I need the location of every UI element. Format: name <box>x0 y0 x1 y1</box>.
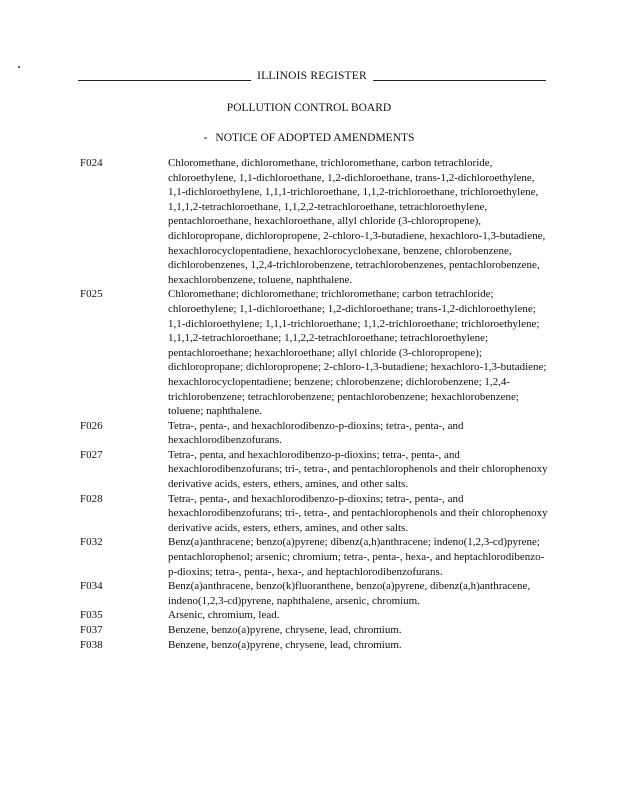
table-row <box>80 156 550 287</box>
constituent-list: Tetra-, penta-, and hexachlorodibenzo-p-dioxins; tetra-, penta-, and hexachlorodibenzofurans. <box>168 419 464 447</box>
register-header <box>78 70 546 82</box>
table-row <box>80 623 550 638</box>
constituent-list: Benz(a)anthracene; benzo(a)pyrene; dibenz(a,h)anthracene; indeno(1,2,3-cd)pyrene; pentachlorophenol; arsenic; chromium; tetra-, penta-, hexa-, and heptachlorodibenzo-p-dioxins; tetra-, penta-, hexa-, and heptachlorodibenzofurans. <box>168 536 545 578</box>
waste-code: F027 <box>80 448 103 461</box>
constituent-list: Benz(a)anthracene, benzo(k)fluoranthene, benzo(a)pyrene, dibenz(a,h)anthracene, indeno(1,2,3-cd)pyrene, naphthalene, arsenic, chromium. <box>168 580 531 607</box>
table-row <box>80 535 550 579</box>
waste-code: F025 <box>80 288 103 301</box>
constituent-list: Tetra-, penta, and hexachlorodibenzo-p-dioxins; tetra-, penta-, and hexachlorodibenzofurans; tri-, tetra-, and pentachlorophenols and their chlorophenoxy derivative acids, esters, ethers, amines, and other salts. <box>168 448 548 491</box>
waste-code: F024 <box>80 157 103 169</box>
table-row <box>80 492 550 536</box>
waste-code: F028 <box>80 492 103 505</box>
notice-text: NOTICE OF ADOPTED AMENDMENTS <box>215 132 415 144</box>
table-row <box>80 638 550 653</box>
table-row <box>80 448 550 492</box>
waste-code-table <box>80 156 550 652</box>
table-row <box>80 287 550 418</box>
table-row <box>80 579 550 608</box>
waste-code: F032 <box>80 536 103 549</box>
constituent-list: Arsenic, chromium, lead. <box>168 609 280 622</box>
board-title: POLLUTION CONTROL BOARD <box>226 102 392 114</box>
constituent-list: Chloromethane, dichloromethane, trichloromethane, carbon tetrachloride, chloroethylene, 1,1-dichloroethane, 1,2-dichloroethane, trans-1,2-dichloroethylene, 1,1-dichloroethylene, 1,1,1-trichloroethane, 1,1,2-trichloroethane, trichloroethylene, 1,1,1,2-tetrachloroethane, 1,1,2,2-tetrachloroethane, tetrachloroethylene, pentachloroethane, hexachloroethane, allyl chloride (3-chloropropene), dichloropropane, dichloropropene, 2-chloro-1,3-butadiene, hexachloro-1,3-butadiene, hexachlorocyclopentadiene, hexachlorocyclohexane, benzene, chlorobenzene, dichlorobenzenes, 1,2,4-trichlorobenzene, tetrachlorobenzenes, pentachlorobenzene, hexachlorobenzene, toluene, naphthalene. <box>168 157 546 286</box>
table-row <box>80 419 550 448</box>
notice-dash: - <box>203 132 208 144</box>
constituent-list: Chloromethane; dichloromethane; trichloromethane; carbon tetrachloride; chloroethylene; 1,1-dichloroethane; 1,2-dichloroethane; trans-1,2-dichloroethylene; 1,1-dichloroethylene; 1,1,1-trichloroethane; 1,1,2-trichloroethane; trichloroethylene; 1,1,1,2-tetrachloroethane; 1,1,2,2-tetrachloroethane; tetrachloroethylene; pentachloroethane; hexachloroethane; allyl chloride (3-chloropropene); dichloropropane; dichloropropene; 2-chloro-1,3-butadiene; hexachloro-1,3-butadiene; hexachlorocyclopentadiene; benzene; chlorobenzene; dichlorobenzene; 1,2,4-trichlorobenzene; tetrachlorobenzene; pentachlorobenzene; hexachlorobenzene; toluene; naphthalene. <box>168 288 547 418</box>
waste-code: F037 <box>80 624 103 636</box>
constituent-list: Benzene, benzo(a)pyrene, chrysene, lead, chromium. <box>168 624 402 636</box>
table-row <box>80 608 550 623</box>
waste-code: F035 <box>80 609 103 622</box>
register-title: ILLINOIS REGISTER <box>251 70 373 82</box>
scan-speck <box>18 66 20 68</box>
notice-title <box>0 132 618 144</box>
waste-code: F026 <box>80 419 103 432</box>
waste-code: F034 <box>80 580 103 593</box>
constituent-list: Tetra-, penta-, and hexachlorodibenzo-p-dioxins; tetra-, penta-, and hexachlorodibenzofurans; tri-, tetra-, and pentachlorophenols and their chlorophenoxy derivative acids, esters, ethers, amines, and other salts. <box>168 492 548 534</box>
waste-code: F038 <box>80 638 103 651</box>
constituent-list: Benzene, benzo(a)pyrene, chrysene, lead, chromium. <box>168 638 402 651</box>
